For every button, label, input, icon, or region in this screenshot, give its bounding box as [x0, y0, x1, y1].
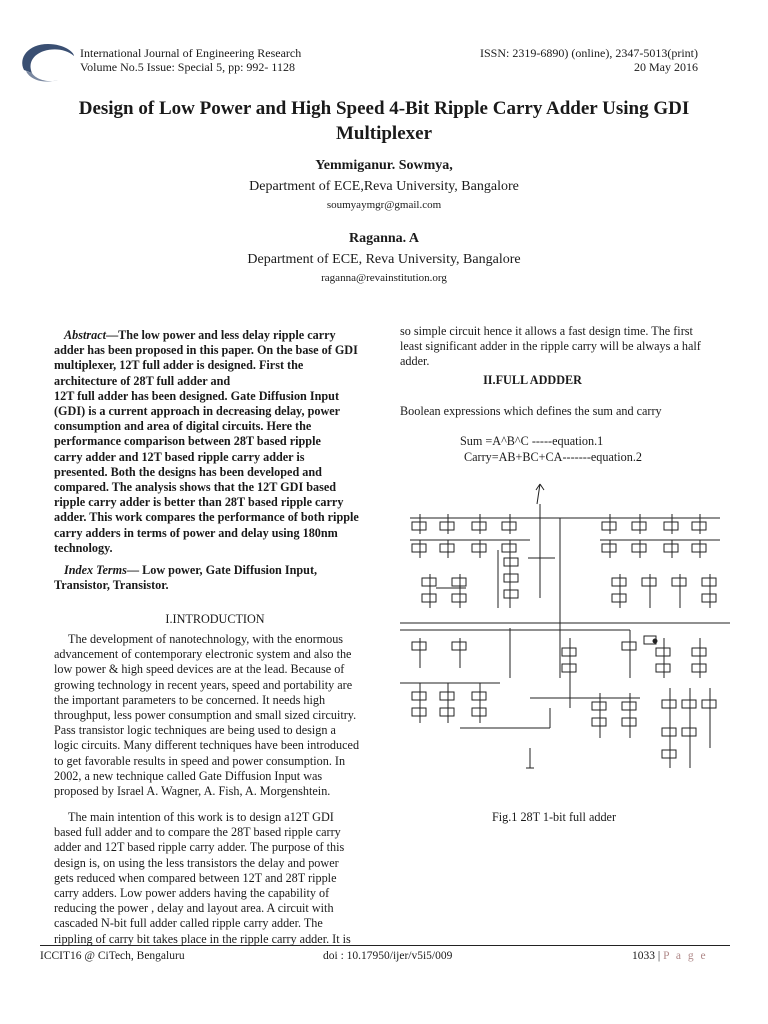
- author-2-name: Raganna. A: [348, 231, 420, 246]
- svg-text:IJER: IJER: [34, 58, 60, 70]
- author-1-dept: Department of ECE,Reva University, Bangalore: [249, 179, 519, 194]
- footer-doi: doi : 10.17950/ijer/v5i5/009: [323, 950, 453, 962]
- equation-2: Carry=AB+BC+CA-------equation.2: [464, 450, 643, 464]
- author-1-email: soumyaymgr@gmail.com: [326, 199, 442, 211]
- figure-28t-full-adder: [400, 478, 730, 778]
- right-column-continuation: so simple circuit hence it allows a fast design time. The first least significant adder in the ripple carry will be always a half adder.: [400, 324, 701, 369]
- section-heading-full-adder: II.FULL ADDDER: [483, 373, 582, 387]
- abstract: Abstract—The low power and less delay ripple carry adder has been proposed in this paper. On the base of GDI multiplexer, 12T full adder is designed. First the architecture of 28T full adder and 12T full adder has been designed. Gate Diffusion Input (GDI) is a current approach in decreasing delay, power consumption and area of digital circuits. Here the performance comparison between 28T based ripple carry adder and 12T based ripple carry adder is presented. Both the designs has been developed and compared. The analysis shows that the 12T GDI based ripple carry adder is better than 28T based ripple carry adder. This work compares the performance of both ripple carry adders in terms of power and delay using 180nm technology.: [54, 328, 359, 555]
- footer-rule: [40, 945, 730, 946]
- equation-1: Sum =A^B^C -----equation.1: [460, 434, 604, 448]
- issn: ISSN: 2319-6890) (online), 2347-5013(print): [480, 46, 698, 60]
- paper-title: Design of Low Power and High Speed 4-Bit Ripple Carry Adder Using GDI Multiplexer: [78, 98, 690, 144]
- intro-paragraph-1: The development of nanotechnology, with the enormous advancement of contemporary electronic system and also the low power & high speed devices are at the lead. Because of growing technology in recent years, speed and portability are the important parameters to be concerned. It needs high throughput, less power consumption and small sized circuitry. Pass transistor logic techniques are being used to design a logic circuits. Many different techniques have been introduced to get favorable results in speed and power consumption. In 2002, a new technique called Gate Diffusion Input was proposed by Israel A. Wagner, A. Fish, A. Morgenshtein.: [54, 632, 360, 799]
- abstract-label: Abstract: [64, 328, 106, 342]
- page-number: 1033: [632, 950, 655, 962]
- issn-info: [480, 46, 698, 74]
- footer-conference: ICCIT16 @ CiTech, Bengaluru: [40, 950, 185, 962]
- journal-name: International Journal of Engineering Research: [80, 46, 302, 60]
- publish-date: 20 May 2016: [634, 60, 698, 74]
- boolean-expression-text: Boolean expressions which defines the sum and carry: [400, 404, 662, 418]
- section-heading-introduction: I.INTRODUCTION: [165, 612, 265, 626]
- footer-page: 1033 | P a g e: [632, 950, 708, 962]
- author-2-email: raganna@revainstitution.org: [321, 272, 447, 284]
- index-terms: Index Terms— Low power, Gate Diffusion Input, Transistor, Transistor.: [54, 563, 318, 593]
- page-word: P a g e: [663, 950, 708, 962]
- intro-paragraph-2: The main intention of this work is to design a12T GDI based full adder and to compare the 28T based ripple carry adder and 12T based ripple carry adder. The purpose of this design is, on using the less transistors the delay and power gets reduced when compared between 12T and 28T ripple carry adders. Low power adders having the capability of reducing the power , delay and layout area. A circuit with cascaded N-bit full adder called ripple carry adder. The rippling of carry bit takes place in the ripple carry adder. It is: [54, 810, 351, 946]
- author-2-dept: Department of ECE, Reva University, Bangalore: [247, 252, 521, 267]
- journal-info: [80, 46, 301, 74]
- journal-logo: [14, 40, 78, 86]
- author-1-name: Yemmiganur. Sowmya,: [315, 158, 453, 173]
- journal-volume: Volume No.5 Issue: Special 5, pp: 992- 1128: [80, 60, 295, 74]
- figure-caption: Fig.1 28T 1-bit full adder: [492, 810, 617, 824]
